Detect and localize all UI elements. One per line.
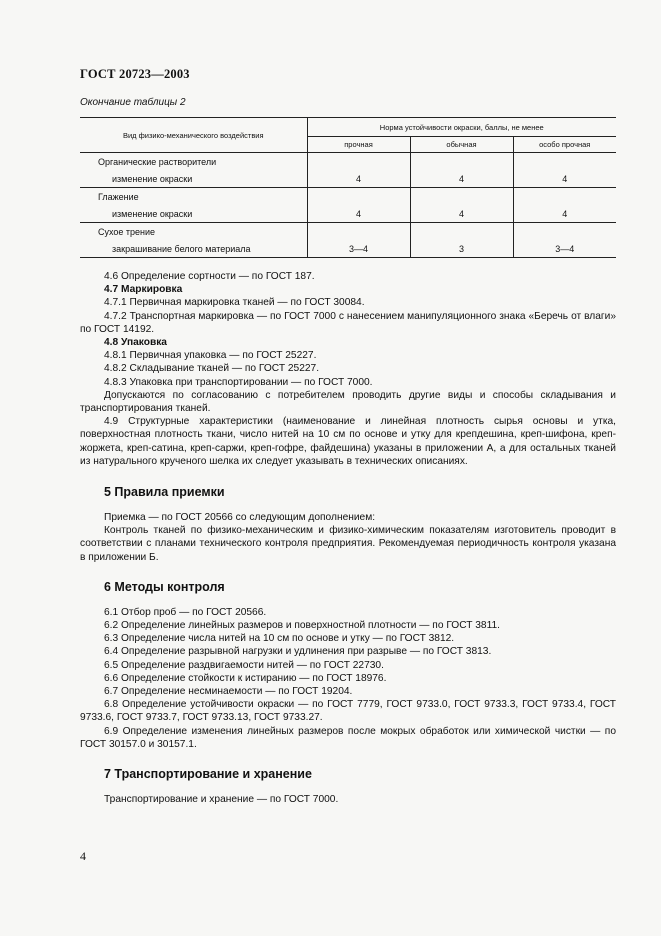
clause-4-8-2: 4.8.2 Складывание тканей — по ГОСТ 25227. xyxy=(104,363,320,375)
clause-4-8-3: 4.8.3 Упаковка при транспортировании — по ГОСТ 7000. xyxy=(104,376,373,388)
section-7-text: Транспортирование и хранение — по ГОСТ 7000. xyxy=(104,794,339,806)
group-title: Глажение xyxy=(80,188,307,206)
row-label: изменение окраски xyxy=(112,173,193,184)
clause-6-3: 6.3 Определение числа нитей на 10 см по основе и утку — по ГОСТ 3812. xyxy=(104,633,455,645)
body-text xyxy=(80,270,616,806)
col-header-group: Норма устойчивости окраски, баллы, не менее xyxy=(307,118,616,137)
fastness-table xyxy=(80,117,616,258)
clause-6-2: 6.2 Определение линейных размеров и поверхностной плотности — по ГОСТ 3811. xyxy=(104,620,500,632)
group-title: Органические растворители xyxy=(80,153,307,171)
table-row xyxy=(80,188,616,206)
sub-header: обычная xyxy=(410,137,513,153)
page-number: 4 xyxy=(80,849,86,863)
clause-6-9: 6.9 Определение изменения линейных размеров после мокрых обработок или химической чистки — по ГОСТ 30157.0 и 30157.1. xyxy=(80,725,616,750)
table-row xyxy=(80,240,616,258)
row-label: изменение окраски xyxy=(112,208,193,219)
table-cell: 4 xyxy=(307,170,410,188)
clause-6-4: 6.4 Определение разрывной нагрузки и удлинения при разрыве — по ГОСТ 3813. xyxy=(104,646,492,658)
table-row xyxy=(80,170,616,188)
table-cell: 3—4 xyxy=(307,240,410,258)
table-cell: 3 xyxy=(410,240,513,258)
table-cell: 4 xyxy=(513,170,616,188)
table-cell: 4 xyxy=(410,205,513,223)
clause-6-6: 6.6 Определение стойкости к истиранию — по ГОСТ 18976. xyxy=(104,672,387,684)
group-title: Сухое трение xyxy=(80,223,307,241)
clause-4-8-1: 4.8.1 Первичная упаковка — по ГОСТ 25227. xyxy=(104,350,317,362)
standard-header: ГОСТ 20723—2003 xyxy=(80,67,190,81)
clause-6-7: 6.7 Определение несминаемости — по ГОСТ 19204. xyxy=(104,686,353,698)
section-5-title: 5 Правила приемки xyxy=(104,485,225,500)
table-row xyxy=(80,205,616,223)
row-label: закрашивание белого материала xyxy=(80,240,307,258)
sub-header: особо прочная xyxy=(513,137,616,153)
table-cell: 3—4 xyxy=(513,240,616,258)
table-row xyxy=(80,153,616,171)
table-cell: 4 xyxy=(307,205,410,223)
table-cell: 4 xyxy=(513,205,616,223)
clause-6-5: 6.5 Определение раздвигаемости нитей — по ГОСТ 22730. xyxy=(104,659,384,671)
clause-4-7-2: 4.7.2 Транспортная маркировка — по ГОСТ 7000 с нанесением манипуляционного знака «Беречь от влаги» по ГОСТ 14192. xyxy=(80,310,616,335)
clause-4-9: 4.9 Структурные характеристики (наименование и линейная плотность сырья основы и утка, поверхностная плотность ткани, число нитей на 10 см по основе и утку для крепдешина, креп-шифона, креп-жоржета, креп-сатина, креп-саржи, креп-гофре, файдешина) указаны в приложении А, а для остальных тканей из натурального крученого шелка их следует указывать в технических описаниях. xyxy=(80,416,616,467)
section-5-text: Контроль тканей по физико-механическим и физико-химическим показателям изготовитель проводит в соответствии с планами технического контроля предприятия. Рекомендуемая периодичность контроля указана в приложении Б. xyxy=(80,525,616,563)
section-7-title: 7 Транспортирование и хранение xyxy=(104,767,312,782)
clause-6-8: 6.8 Определение устойчивости окраски — по ГОСТ 7779, ГОСТ 9733.0, ГОСТ 9733.3, ГОСТ 9733.4, ГОСТ 9733.6, ГОСТ 9733.7, ГОСТ 9733.13, ГОСТ 9733.27. xyxy=(80,699,616,724)
table-row xyxy=(80,223,616,241)
clause-4-7-heading: 4.7 Маркировка xyxy=(104,284,183,296)
clause-4-8-note: Допускаются по согласованию с потребителем проводить другие виды и способы складывания и транспортирования тканей. xyxy=(80,389,616,415)
col-header-left: Вид физико-механического воздействия xyxy=(80,118,307,153)
section-5-intro: Приемка — по ГОСТ 20566 со следующим дополнением: xyxy=(104,512,376,524)
clause-4-7-1: 4.7.1 Первичная маркировка тканей — по ГОСТ 30084. xyxy=(104,297,365,309)
table-caption: Окончание таблицы 2 xyxy=(80,97,186,108)
sub-header: прочная xyxy=(307,137,410,153)
clause-6-1: 6.1 Отбор проб — по ГОСТ 20566. xyxy=(104,606,267,618)
clause-4-6: 4.6 Определение сортности — по ГОСТ 187. xyxy=(104,271,315,282)
section-6-title: 6 Методы контроля xyxy=(104,579,225,594)
table-cell: 4 xyxy=(410,170,513,188)
clause-4-8-heading: 4.8 Упаковка xyxy=(104,337,167,349)
